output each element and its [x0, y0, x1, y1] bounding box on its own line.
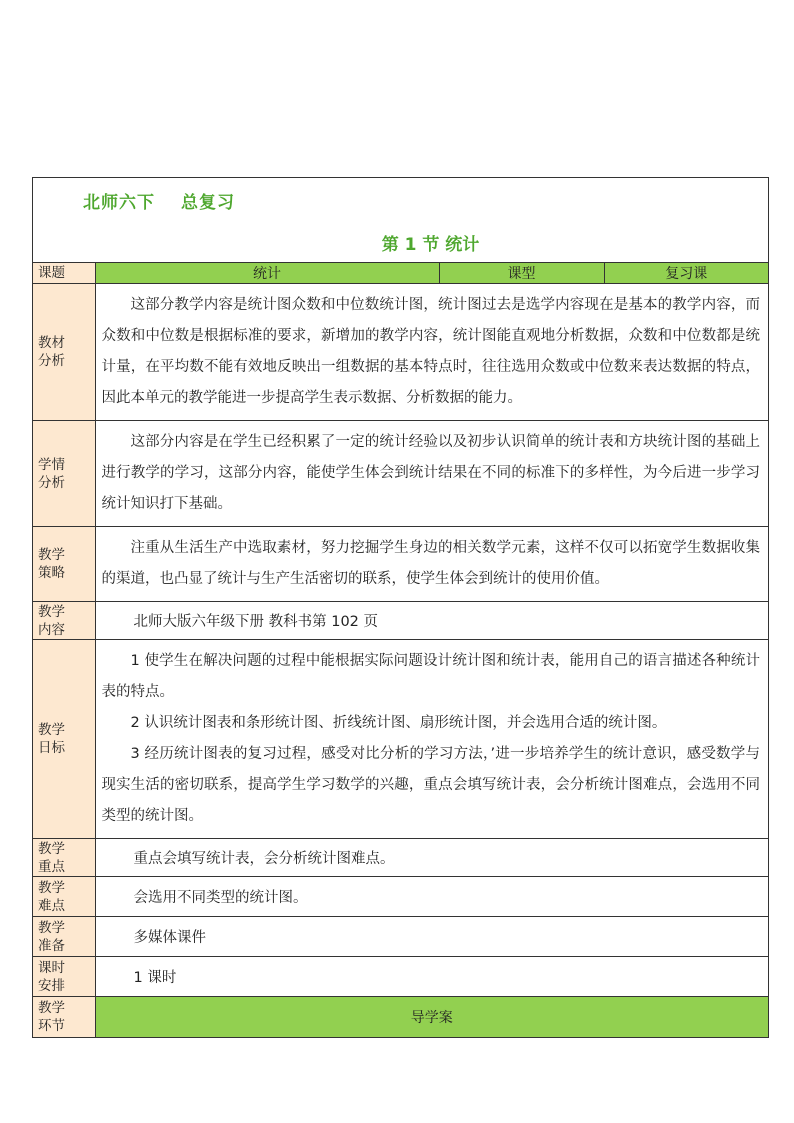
teaching-stage-label: 教学 环节 [33, 997, 95, 1037]
row-learner-analysis [33, 421, 768, 527]
teaching-objectives-label: 教学 日标 [33, 640, 95, 839]
info-row [33, 263, 768, 284]
material-analysis-text: 这部分教学内容是统计图众数和中位数统计图，统计图过去是选学内容现在是基本的教学内容，而众数和中位数是根据标准的要求，新增加的教学内容，统计图能直观地分析数据，众数和中位数都是统计量，在平均数不能有效地反映出一组数据的基本特点时，往往选用众数或中位数来表达数据的特点，因此本单元的教学能进一步提高学生表示数据、分析数据的能力。 [95, 284, 768, 421]
row-teaching-objectives [33, 640, 768, 839]
row-teaching-stage [33, 997, 768, 1037]
topic-value: 统计 [95, 263, 439, 284]
lesson-plan-sheet [32, 177, 769, 1038]
teaching-objectives-list [95, 640, 768, 839]
row-schedule [33, 957, 768, 997]
row-teaching-content [33, 602, 768, 640]
teaching-strategy-text: 注重从生活生产中选取素材，努力挖掘学生身边的相关数学元素，这样不仅可以拓宽学生数据收集的渠道，也凸显了统计与生产生活密切的联系，使学生体会到统计的使用价值。 [95, 527, 768, 602]
objective-item: 2 认识统计图表和条形统计图、折线统计图、扇形统计图，并会选用合适的统计图。 [130, 715, 667, 731]
row-preparation [33, 917, 768, 957]
lesson-title: 第 1 节 统计 [381, 235, 480, 255]
row-material-analysis [33, 284, 768, 421]
teaching-content-text: 北师大版六年级下册 教科书第 102 页 [95, 602, 768, 640]
plan-table [33, 263, 768, 1037]
key-points-label: 教学 重点 [33, 839, 95, 877]
type-label: 课型 [439, 263, 604, 284]
objective-item: 1 使学生在解决问题的过程中能根据实际问题设计统计图和统计表，能用自己的语言描述各种统计表的特点。 [101, 653, 760, 700]
learner-analysis-label: 学情 分析 [33, 421, 95, 527]
material-analysis-label: 教材 分析 [33, 284, 95, 421]
schedule-label: 课时 安排 [33, 957, 95, 997]
preparation-label: 教学 准备 [33, 917, 95, 957]
learner-analysis-text: 这部分内容是在学生已经积累了一定的统计经验以及初步认识简单的统计表和方块统计图的基础上进行教学的学习，这部分内容，能使学生体会到统计结果在不同的标准下的多样性，为今后进一步学习统计知识打下基础。 [95, 421, 768, 527]
objective-item: 3 经历统计图表的复习过程，感受对比分析的学习方法，’进一步培养学生的统计意识，感受数学与现实生活的密切联系，提高学生学习数学的兴趣，重点会填写统计表，会分析统计图难点，会选用不同类型的统计图。 [101, 746, 760, 824]
preparation-text: 多媒体课件 [95, 917, 768, 957]
course-topic: 总复习 [181, 193, 235, 213]
type-value: 复习课 [604, 263, 768, 284]
row-key-points [33, 839, 768, 877]
difficulty-label: 教学 难点 [33, 877, 95, 917]
course-title [83, 188, 235, 213]
topic-label: 课题 [33, 263, 95, 284]
teaching-strategy-label: 教学 策略 [33, 527, 95, 602]
plan-header [33, 178, 768, 263]
teaching-content-label: 教学 内容 [33, 602, 95, 640]
course-grade: 北师六下 [83, 193, 155, 213]
schedule-text: 1 课时 [95, 957, 768, 997]
row-teaching-strategy [33, 527, 768, 602]
key-points-text: 重点会填写统计表，会分析统计图难点。 [95, 839, 768, 877]
teaching-stage-text: 导学案 [95, 997, 768, 1037]
row-difficulty [33, 877, 768, 917]
difficulty-text: 会选用不同类型的统计图。 [95, 877, 768, 917]
